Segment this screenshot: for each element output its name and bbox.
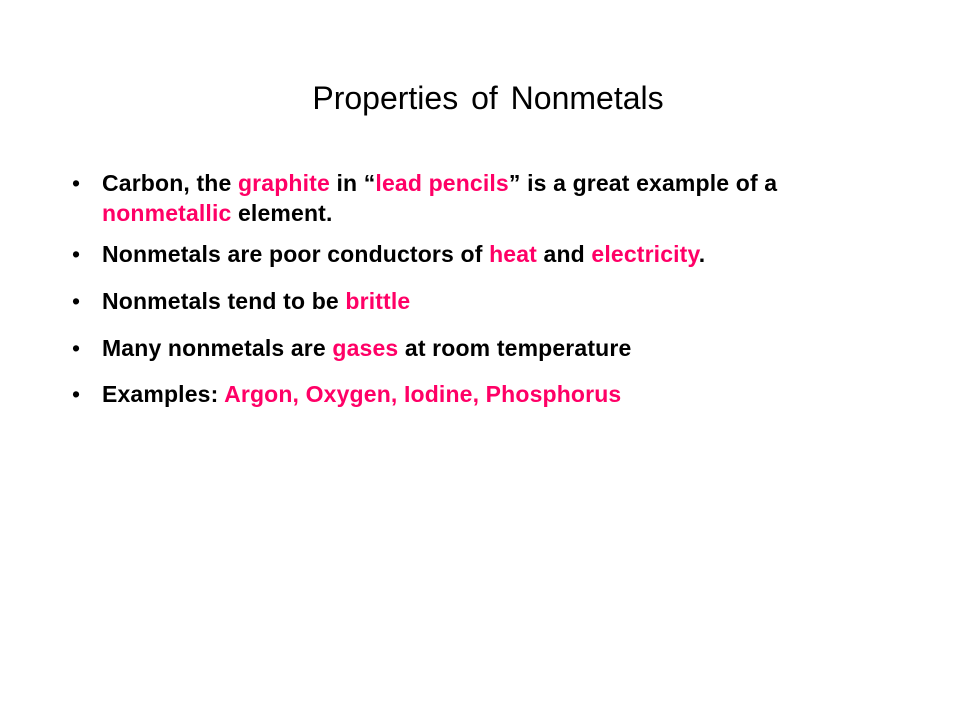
text-segment: in “ bbox=[329, 170, 376, 196]
text-segment: Many nonmetals are bbox=[102, 335, 333, 361]
slide-title: Properties of Nonmetals bbox=[312, 80, 664, 116]
highlight-term: graphite bbox=[237, 170, 330, 196]
bullet-item-carbon bbox=[72, 168, 912, 228]
bullet-list bbox=[72, 168, 912, 426]
highlight-term: brittle bbox=[345, 288, 411, 314]
bullet-item-brittle bbox=[72, 286, 912, 316]
text-segment: Carbon, the bbox=[102, 170, 238, 196]
bullet-dot-icon: • bbox=[72, 241, 81, 267]
text-segment: ” is a great example of a bbox=[508, 170, 778, 196]
bullet-item-examples bbox=[72, 379, 912, 409]
bullet-text bbox=[102, 335, 631, 361]
bullet-dot-icon: • bbox=[72, 288, 81, 314]
highlight-term: nonmetallic bbox=[102, 200, 232, 226]
text-segment: Nonmetals tend to be bbox=[102, 288, 346, 314]
bullet-dot-icon: • bbox=[72, 335, 81, 361]
bullet-text bbox=[102, 288, 410, 314]
highlight-term: gases bbox=[332, 335, 399, 361]
text-segment: . bbox=[698, 241, 706, 267]
highlight-term: Argon, Oxygen, Iodine, Phosphorus bbox=[224, 381, 622, 407]
bullet-dot-icon: • bbox=[72, 381, 81, 407]
text-segment: and bbox=[536, 241, 592, 267]
bullet-item-gases bbox=[72, 333, 912, 363]
text-segment: element. bbox=[231, 200, 333, 226]
text-segment: Nonmetals are poor conductors of bbox=[102, 241, 490, 267]
highlight-term: heat bbox=[489, 241, 537, 267]
bullet-text bbox=[102, 170, 777, 226]
highlight-term: electricity bbox=[591, 241, 699, 267]
highlight-term: lead pencils bbox=[375, 170, 509, 196]
bullet-dot-icon: • bbox=[72, 170, 81, 196]
text-segment: at room temperature bbox=[398, 335, 632, 361]
bullet-item-conductors bbox=[72, 239, 912, 269]
text-segment: Examples: bbox=[102, 381, 225, 407]
bullet-text bbox=[102, 241, 705, 267]
bullet-text bbox=[102, 381, 621, 407]
